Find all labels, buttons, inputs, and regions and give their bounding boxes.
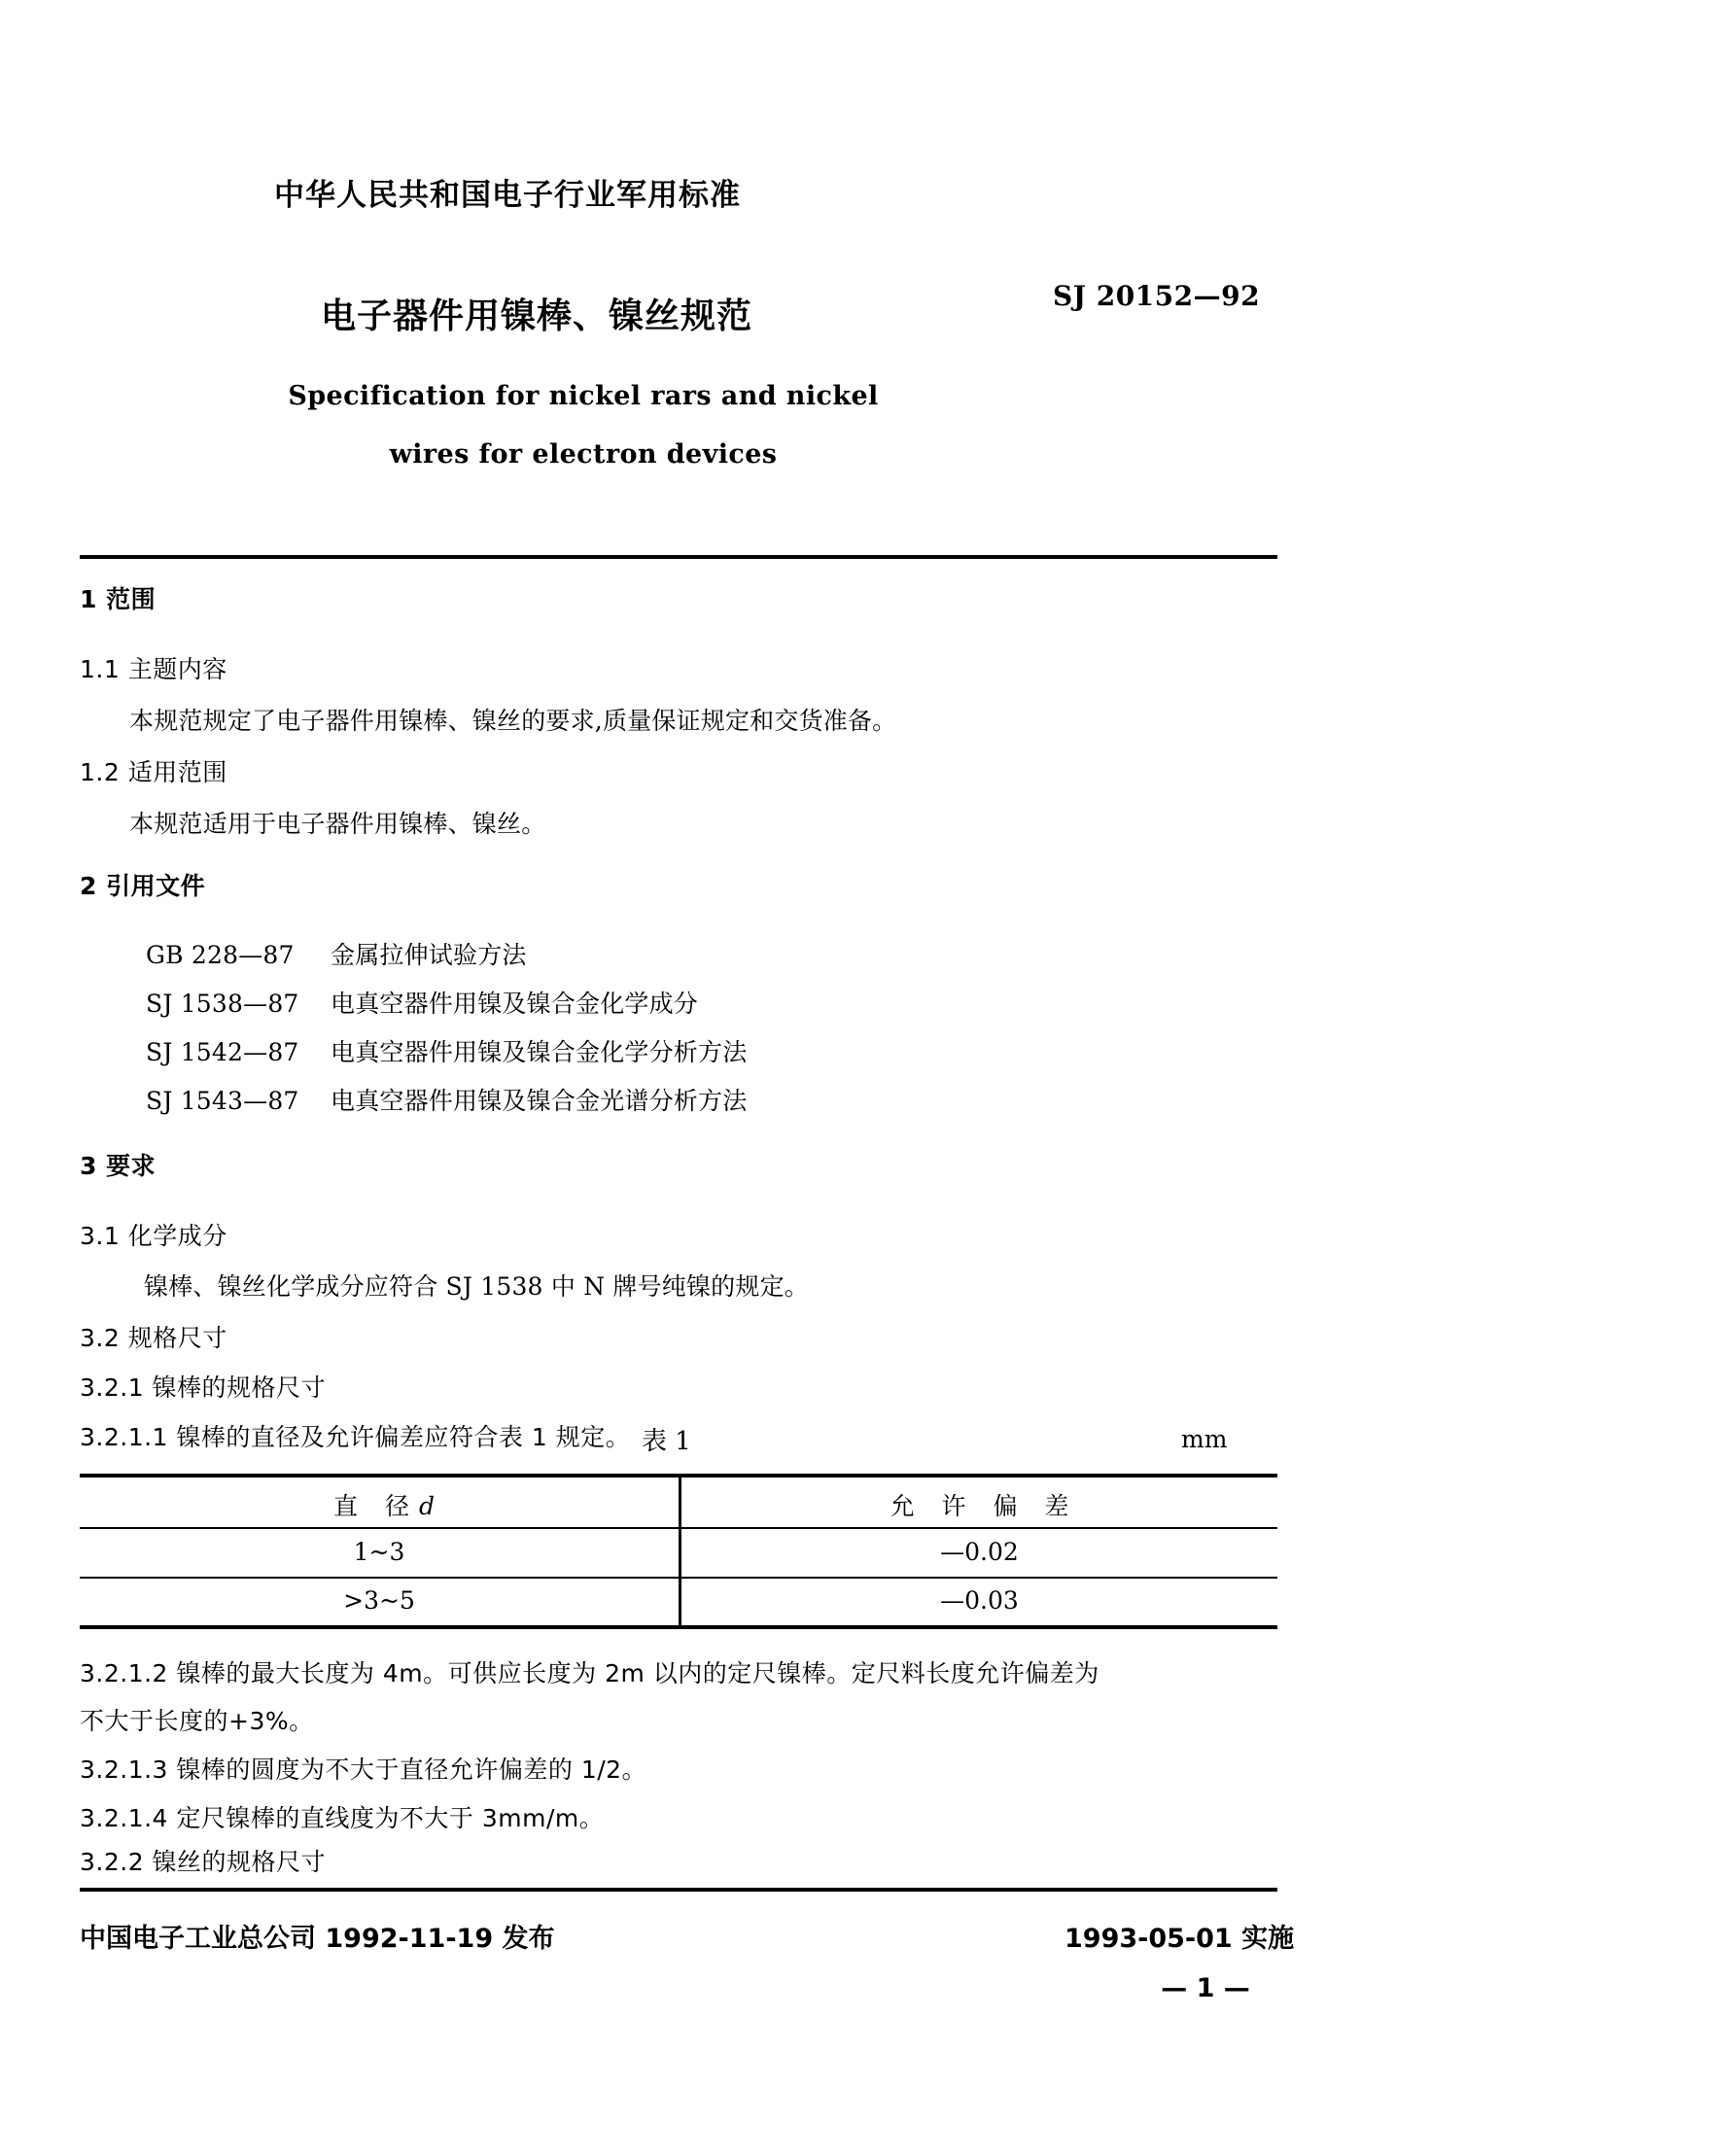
- section-2-heading: 2 引用文件: [80, 872, 206, 900]
- section-3-1-heading: 3.1 化学成分: [80, 1222, 227, 1250]
- section-3-2-1-heading: 3.2.1 镍棒的规格尺寸: [80, 1374, 327, 1402]
- table-cell-tolerance-row1: —0.02: [940, 1538, 1019, 1566]
- table-header-tolerance: 允 许 偏 差: [890, 1492, 1079, 1520]
- section-1-1-heading: 1.1 主题内容: [80, 655, 227, 683]
- table-header-diameter: [80, 1487, 679, 1522]
- page-number: — 1 —: [1161, 1973, 1250, 2003]
- table-cell-diameter-row2: >3~5: [343, 1586, 415, 1615]
- reference-code: SJ 1538—87: [146, 990, 299, 1018]
- issuing-authority-line: 中华人民共和国电子行业军用标准: [274, 178, 741, 213]
- reference-code: GB 228—87: [146, 941, 295, 969]
- table-header-diameter-label: 直 径: [333, 1492, 419, 1520]
- section-1-2-heading: 1.2 适用范围: [80, 758, 227, 786]
- section-1-2-body: 本规范适用于电子器件用镍棒、镍丝。: [129, 810, 546, 838]
- header-divider-rule: [80, 555, 1277, 559]
- footer-issuer-and-release-date: 中国电子工业总公司 1992-11-19 发布: [80, 1924, 555, 1954]
- reference-code: SJ 1542—87: [146, 1038, 299, 1066]
- table-1-unit: mm: [1181, 1425, 1228, 1453]
- table-cell-diameter-row1: 1~3: [353, 1538, 405, 1566]
- reference-title: 电真空器件用镍及镍合金化学分析方法: [331, 1038, 748, 1066]
- reference-title: 金属拉伸试验方法: [331, 941, 527, 969]
- reference-item: [146, 936, 527, 971]
- section-3-2-1-2-line2: 不大于长度的+3%。: [80, 1707, 314, 1735]
- section-3-2-2-heading: 3.2.2 镍丝的规格尺寸: [80, 1848, 327, 1876]
- section-3-2-1-3-paragraph: 3.2.1.3 镍棒的圆度为不大于直径允许偏差的 1/2。: [80, 1756, 647, 1784]
- document-title-english-line2: wires for electron devices: [389, 439, 778, 469]
- reference-title: 电真空器件用镍及镍合金光谱分析方法: [331, 1087, 748, 1115]
- reference-item: [146, 1033, 747, 1068]
- document-title-english-line1: Specification for nickel rars and nickel: [288, 381, 879, 411]
- section-1-1-body: 本规范规定了电子器件用镍棒、镍丝的要求,质量保证规定和交货准备。: [129, 707, 897, 735]
- section-3-2-1-1-paragraph: 3.2.1.1 镍棒的直径及允许偏差应符合表 1 规定。: [80, 1423, 631, 1451]
- table-header-diameter-symbol: d: [418, 1492, 435, 1520]
- footer-divider-rule: [80, 1888, 1277, 1892]
- section-3-2-heading: 3.2 规格尺寸: [80, 1324, 227, 1352]
- section-3-1-body: 镍棒、镍丝化学成分应符合 SJ 1538 中 N 牌号纯镍的规定。: [144, 1272, 809, 1301]
- footer-effective-date: 1993-05-01 实施: [1064, 1924, 1295, 1954]
- standard-number: SJ 20152—92: [1053, 280, 1261, 312]
- reference-title: 电真空器件用镍及镍合金化学成分: [331, 990, 699, 1018]
- section-3-2-1-4-paragraph: 3.2.1.4 定尺镍棒的直线度为不大于 3mm/m。: [80, 1804, 605, 1832]
- reference-item: [146, 985, 698, 1020]
- reference-item: [146, 1082, 747, 1117]
- table-1: [80, 1474, 1277, 1629]
- table-cell-tolerance-row2: —0.03: [940, 1586, 1019, 1615]
- section-3-2-1-2-line1: 3.2.1.2 镍棒的最大长度为 4m。可供应长度为 2m 以内的定尺镍棒。定尺料长度允许偏差为: [80, 1659, 1099, 1687]
- table-1-caption: 表 1: [642, 1427, 691, 1456]
- document-title-chinese: 电子器件用镍棒、镍丝规范: [321, 296, 753, 336]
- section-1-heading: 1 范围: [80, 585, 157, 613]
- reference-code: SJ 1543—87: [146, 1087, 299, 1115]
- section-3-heading: 3 要求: [80, 1152, 157, 1180]
